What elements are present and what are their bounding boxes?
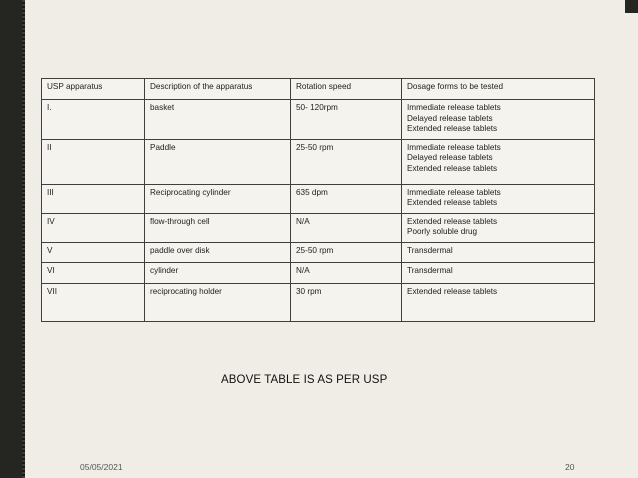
footer-date: 05/05/2021 [80,462,123,472]
dosage-line: Immediate release tablets [407,187,501,197]
table-row [42,262,595,283]
apparatus-cell: I. [42,100,145,140]
dosage-line: Extended release tablets [407,198,498,207]
dosage-cell [402,139,595,184]
corner-accent [625,0,638,13]
dosage-cell [402,283,595,321]
apparatus-cell: IV [42,213,145,242]
speed-cell: 635 dpm [291,184,402,213]
dosage-line: Transdermal [407,265,453,275]
apparatus-cell: III [42,184,145,213]
speed-cell: 25-50 rpm [291,242,402,262]
description-cell: Paddle [145,139,291,184]
dosage-line: Delayed release tablets [407,113,493,123]
speed-cell: N/A [291,262,402,283]
header-usp-apparatus: USP apparatus [42,79,145,100]
apparatus-cell: VI [42,262,145,283]
table-row [42,283,595,321]
dosage-line: Immediate release tablets [407,142,501,152]
dosage-line: Extended release tablets [407,163,498,173]
dosage-line: Delayed release tablets [407,153,493,162]
dosage-line: Poorly soluble drug [407,227,478,236]
header-dosage-forms: Dosage forms to be tested [402,79,595,100]
page-number: 20 [565,462,575,472]
dosage-line: Extended release tablets [407,286,498,296]
dosage-cell [402,100,595,140]
speed-cell: 50- 120rpm [291,100,402,140]
apparatus-cell: II [42,139,145,184]
description-cell: reciprocating holder [145,283,291,321]
header-description: Description of the apparatus [145,79,291,100]
description-cell: cylinder [145,262,291,283]
description-cell: Reciprocating cylinder [145,184,291,213]
speed-cell: N/A [291,213,402,242]
table-row [42,100,595,140]
dosage-cell [402,242,595,262]
table-row [42,139,595,184]
speed-cell: 30 rpm [291,283,402,321]
left-decorative-bar [0,0,25,478]
table-row [42,242,595,262]
description-cell: flow-through cell [145,213,291,242]
table-row [42,184,595,213]
dosage-cell [402,262,595,283]
header-rotation-speed: Rotation speed [291,79,402,100]
table-header-row [42,79,595,100]
dosage-line: Extended release tablets [407,124,498,133]
table-caption: ABOVE TABLE IS AS PER USP [221,374,388,386]
dosage-cell [402,213,595,242]
description-cell: basket [145,100,291,140]
table-row [42,213,595,242]
description-cell: paddle over disk [145,242,291,262]
dosage-line: Immediate release tablets [407,103,501,112]
dosage-line: Extended release tablets [407,216,498,226]
apparatus-cell: VII [42,283,145,321]
apparatus-cell: V [42,242,145,262]
usp-apparatus-table [41,78,595,322]
dosage-cell [402,184,595,213]
speed-cell: 25-50 rpm [291,139,402,184]
dosage-line: Transdermal [407,245,453,255]
